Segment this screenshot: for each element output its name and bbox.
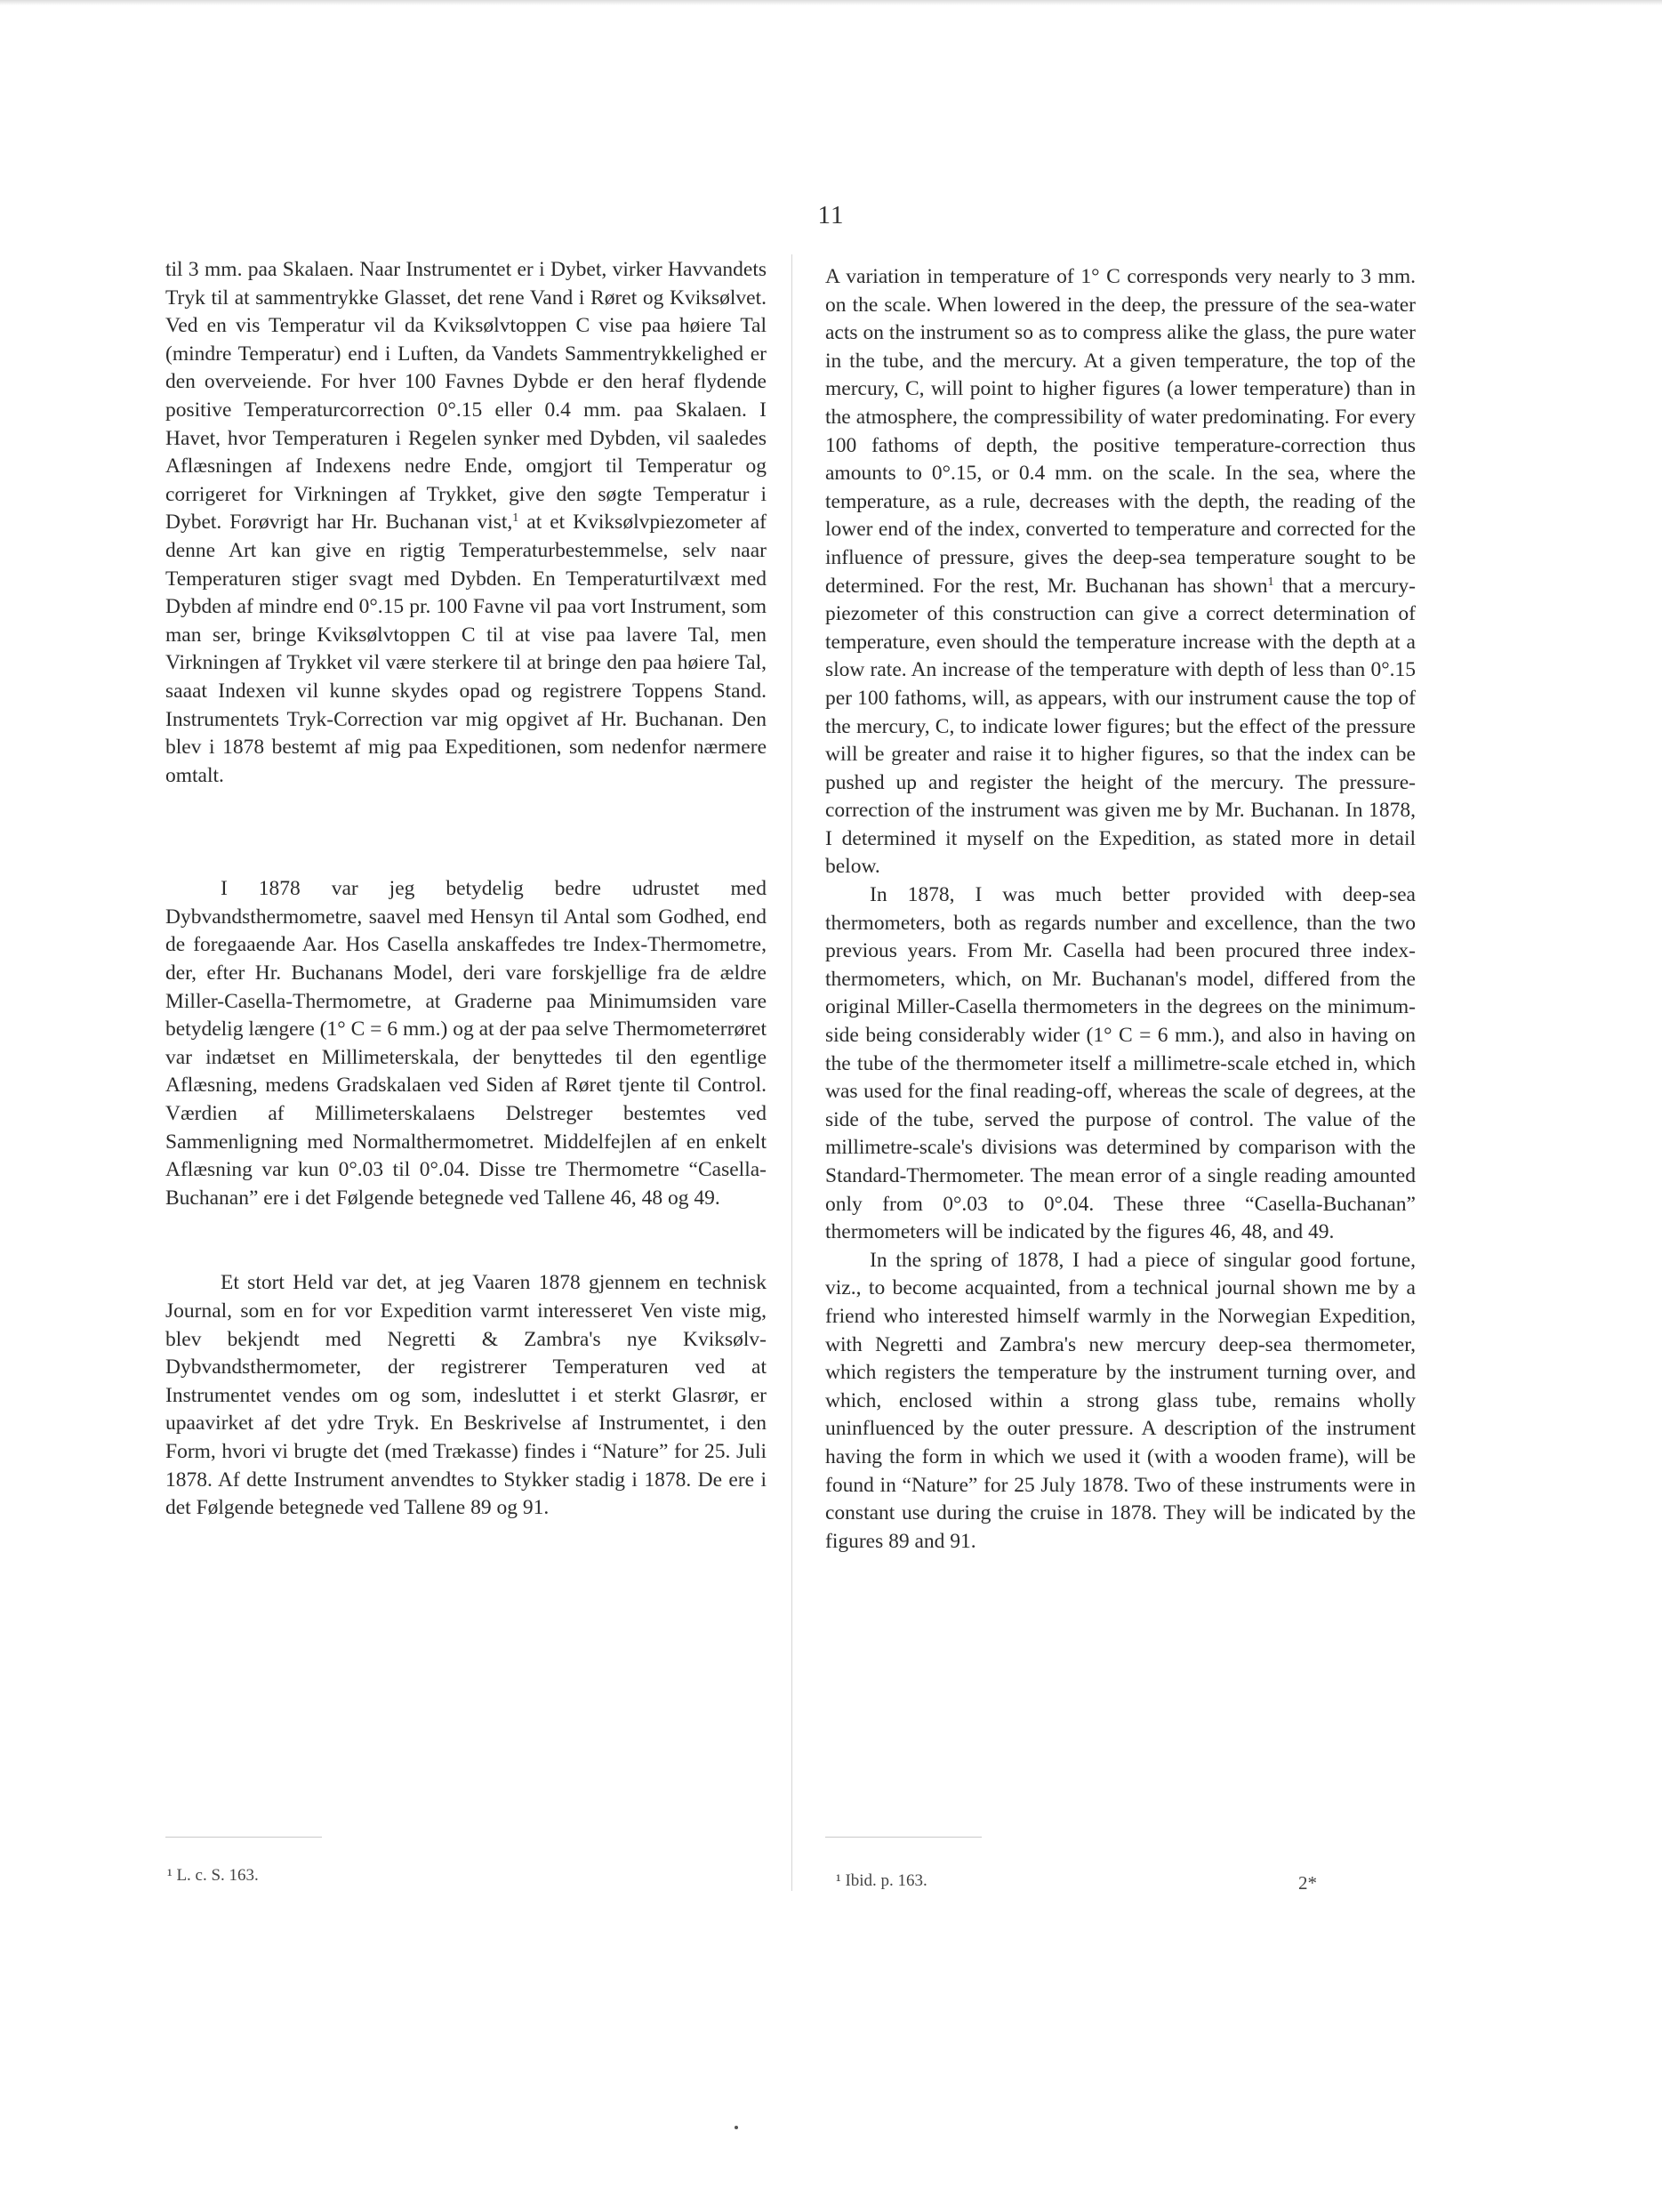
left-column-danish bbox=[165, 256, 767, 1523]
column-divider bbox=[791, 254, 792, 1891]
right-paragraph-1-text: A variation in temperature of 1° C corresponds very nearly to 3 mm. on the scale. When lowered in the deep, the pressure of the sea-water acts on the instrument so as to compress alike the glass, the pure water in the tube, and the mercury. At a given temperature, the top of the mercury, C, will point to higher figures (a lower temperature) than in the atmosphere, the compressibility of water predominating. For every 100 fathoms of depth, the positive temperature-correction thus amounts to 0°.15, or 0.4 mm. on the scale. In the sea, where the temperature, as a rule, decreases with the depth, the reading of the lower end of the index, converted to temperature and corrected for the influence of pressure, gives the deep-sea temperature sought to be determined. For the rest, Mr. Buchanan has shown bbox=[825, 265, 1416, 598]
right-column-english bbox=[825, 263, 1416, 1556]
right-paragraph-2: In 1878, I was much better provided with deep-sea thermometers, both as regards number and excellence, than the two previous years. From Mr. Casella had been procured three index-thermometers, which, on Mr. Buchanan's model, differed from the original Miller-Casella thermometers in the degrees on the minimum-side being considerably wider (1° C = 6 mm.), and also in having on the tube of the thermometer itself a millimetre-scale etched in, which was used for the final reading-off, whereas the scale of degrees, at the side of the tube, served the purpose of control. The value of the millimetre-scale's divisions was determined by comparison with the Standard-Thermometer. The mean error of a single reading amounted only from 0°.03 to 0°.04. These three “Casella-Buchanan” thermometers will be indicated by the figures 46, 48, and 49. bbox=[825, 883, 1416, 1244]
left-paragraph-1-text-end: at et Kviksølvpiezometer af denne Art kan give en rigtig Temperaturbestemmelse, selv naar Temperaturen stiger svagt med Dybden. En Temperaturtilvæxt med Dybden af mindre end 0°.15 pr. 100 Favne vil paa vort Instrument, som man ser, bringe Kviksølvtoppen C til at vise paa lavere Tal, men Virkningen af Trykket vil være sterkere til at bringe den paa høiere Tal, saaat Indexen vil kunne skydes opad og registrere Toppens Stand. Instrumentets Tryk-Correction var mig opgivet af Hr. Buchanan. Den blev i 1878 bestemt af mig paa Expeditionen, som nedenfor nærmere omtalt. bbox=[165, 511, 767, 787]
right-footnote: ¹ Ibid. p. 163. bbox=[836, 1871, 927, 1890]
left-paragraph-1-text: til 3 mm. paa Skalaen. Naar Instrumentet er i Dybet, virker Havvandets Tryk til at sammentrykke Glasset, det rene Vand i Røret og Kviksølvet. Ved en vis Temperatur vil da Kviksølvtoppen C vise paa høiere Tal (mindre Temperatur) end i Luften, da Vandets Sammentrykkelighed er den overveiende. For hver 100 Favnes Dybde er den heraf flydende positive Temperaturcorrection 0°.15 eller 0.4 mm. paa Skalaen. I Havet, hvor Temperaturen i Regelen synker med Dybden, vil saaledes Aflæsningen af Indexens nedre Ende, omgjort til Temperatur og corrigeret for Virkningen af Trykket, give den søgte Temperatur i Dybet. Forøvrigt har Hr. Buchanan vist, bbox=[165, 258, 767, 535]
left-paragraph-2: I 1878 var jeg betydelig bedre udrustet med Dybvandsthermometre, saavel med Hensyn til Antal som Godhed, end de foregaaende Aar. Hos Casella anskaffedes tre Index-Thermometre, der, efter Hr. Buchanans Model, deri vare forskjellige fra de ældre Miller-Casella-Thermometre, at Graderne paa Minimumsiden vare betydelig længere (1° C = 6 mm.) og at der paa selve Thermometerrøret var indætset en Millimeterskala, der benyttedes til den egentlige Aflæsning, medens Gradskalaen ved Siden af Røret tjente til Control. Værdien af Millimeterskalaens Delstreger bestemtes ved Sammenligning med Normalthermometret. Middelfejlen af en enkelt Aflæsning var kun 0°.03 til 0°.04. Disse tre Thermometre “Casella-Buchanan” ere i det Følgende betegnede ved Tallene 46, 48 og 49. bbox=[165, 877, 767, 1210]
top-edge bbox=[0, 0, 1662, 5]
right-footnote-rule bbox=[825, 1837, 982, 1838]
left-footnote-rule bbox=[165, 1837, 322, 1838]
footnote-marker: 1 bbox=[1267, 575, 1274, 589]
right-paragraph-3: In the spring of 1878, I had a piece of singular good fortune, viz., to become acquainted, from a technical journal shown me by a friend who interested himself warmly in the Norwegian Expedition, with Negretti and Zambra's new mercury deep-sea thermometer, which registers the temperature by the instrument turning over, and which, enclosed within a strong glass tube, remains wholly uninfluenced by the outer pressure. A description of the instrument having the form in which we used it (with a wooden frame), will be found in “Nature” for 25 July 1878. Two of these instruments were in constant use during the cruise in 1878. They will be indicated by the figures 89 and 91. bbox=[825, 1248, 1416, 1553]
right-paragraph-1-text-end: that a mercury-piezometer of this construction can give a correct determination of temperature, even should the temperature increase with the depth at a slow rate. An increase of the temperature with depth of less than 0°.15 per 100 fathoms, will, as appears, with our instrument cause the top of the mercury, C, to indicate lower figures; but the effect of the pressure will be greater and raise it to higher figures, so that the index can be pushed up and register the height of the mercury. The pressure-correction of the instrument was given me by Mr. Buchanan. In 1878, I determined it myself on the Expedition, as stated more in detail below. bbox=[825, 574, 1416, 879]
left-paragraph-1 bbox=[165, 256, 767, 790]
left-paragraph-3: Et stort Held var det, at jeg Vaaren 1878 gjennem en technisk Journal, som en for vor Expedition varmt interesseret Ven viste mig, blev bekjendt med Negretti & Zambra's nye Kviksølv-Dybvandsthermometer, der registrerer Temperaturen ved at Instrumentet vendes om og som, indesluttet i et sterkt Glasrør, er upaavirket af det ydre Tryk. En Beskrivelse af Instrumentet, i den Form, hvori vi brugte det (med Trækasse) findes i “Nature” for 25. Juli 1878. Af dette Instrument anvendtes to Stykker stadig i 1878. De ere i det Følgende betegnede ved Tallene 89 og 91. bbox=[165, 1271, 767, 1520]
speck bbox=[735, 2126, 738, 2129]
page-number: 11 bbox=[817, 201, 845, 229]
printer-signature-mark: 2* bbox=[1298, 1872, 1317, 1894]
right-paragraph-1 bbox=[825, 263, 1416, 881]
left-footnote: ¹ L. c. S. 163. bbox=[167, 1866, 259, 1885]
footnote-marker: 1 bbox=[512, 511, 519, 526]
